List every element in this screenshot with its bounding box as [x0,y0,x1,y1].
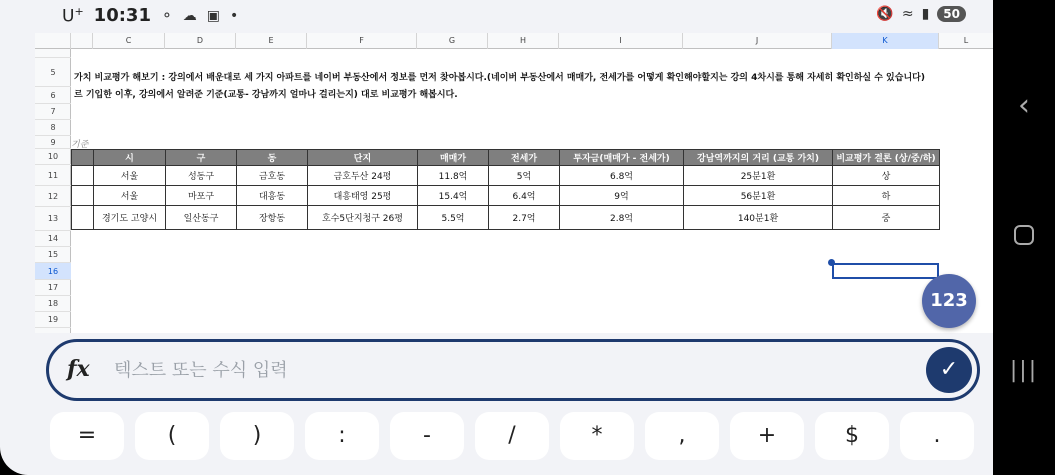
column-header-d[interactable]: D [165,33,236,49]
row-header-18[interactable]: 18 [35,296,71,312]
confirm-button[interactable] [926,347,972,393]
column-header-bar [35,33,993,49]
table-cell[interactable]: 2.7억 [489,206,560,230]
table-cell[interactable]: 장항동 [237,206,308,230]
header-blank[interactable] [72,150,94,166]
table-cell[interactable]: 일산동구 [166,206,237,230]
column-header-j[interactable]: J [683,33,832,49]
home-icon[interactable] [993,225,1055,249]
row-header-11[interactable]: 11 [35,165,71,186]
table-cell[interactable]: 9억 [560,186,684,206]
header-cell[interactable]: 강남역까지의 거리 (교통 가치) [684,150,833,166]
header-cell[interactable]: 시 [94,150,166,166]
column-header-e[interactable]: E [236,33,307,49]
key-open-paren[interactable]: ( [135,412,209,460]
formula-key-row [50,412,978,460]
battery-level: 50 [937,6,966,22]
table-cell[interactable]: 25분1환 [684,166,833,186]
row-header-12[interactable]: 12 [35,186,71,207]
header-cell[interactable]: 단지 [308,150,418,166]
dot-icon: • [229,7,239,24]
table-cell[interactable]: 6.8억 [560,166,684,186]
table-header-row [72,150,940,166]
row-header-10[interactable]: 10 [35,149,71,165]
fx-icon: fx [67,356,90,382]
table-cell[interactable]: 15.4억 [418,186,489,206]
numeric-keyboard-toggle-button[interactable]: 123 [922,274,976,328]
cell-area[interactable] [71,49,993,333]
table-cell[interactable]: 금호동 [237,166,308,186]
column-header-f[interactable]: F [307,33,417,49]
spreadsheet-grid[interactable] [35,33,993,333]
row-header-7[interactable]: 7 [35,104,71,120]
table-cell[interactable]: 5억 [489,166,560,186]
key-plus[interactable]: + [730,412,804,460]
row-header-16[interactable]: 16 [35,263,71,280]
key-comma[interactable]: , [645,412,719,460]
table-cell[interactable] [72,206,94,230]
row-header-13[interactable]: 13 [35,207,71,231]
row-header-19[interactable]: 19 [35,312,71,328]
row-header-17[interactable]: 17 [35,280,71,296]
header-cell[interactable]: 비교평가 결론 (상/중/하) [833,150,940,166]
data-table [71,149,940,230]
table-cell[interactable] [72,166,94,186]
column-header-g[interactable]: G [417,33,488,49]
table-cell[interactable]: 서울 [94,186,166,206]
carrier-label: U+ [62,5,84,27]
table-cell[interactable]: 금호두산 24평 [308,166,418,186]
table-row [72,166,940,186]
corner-cell[interactable] [35,33,71,49]
row-header-8[interactable]: 8 [35,120,71,136]
cell-row9-text[interactable]: 기준 [71,140,89,150]
row-header[interactable] [35,49,71,58]
screenshot-icon: ▣ [206,7,220,24]
selected-cell-k16[interactable] [832,263,939,279]
row-header-6[interactable]: 6 [35,87,71,104]
column-header-l[interactable]: L [963,36,969,45]
table-cell[interactable]: 서울 [94,166,166,186]
table-cell[interactable]: 경기도 고양시 [94,206,166,230]
row-header-bar [35,49,71,333]
key-period[interactable]: . [900,412,974,460]
column-header[interactable] [71,33,93,49]
table-cell[interactable]: 5.5억 [418,206,489,230]
cell-row5-text[interactable]: 가치 비교평가 해보기 : 강의에서 배운대로 세 가지 아파트를 네이버 부동산에서 정보를 먼저 찾아봅시다.(네이버 부동산에서 매매가, 전세가를 어떻게 확인해야할지는 강의 4차시를 통해 자세히 확인하실 수 있습니다) [74,73,925,83]
table-cell[interactable]: 마포구 [166,186,237,206]
formula-input[interactable] [114,357,894,383]
navigation-bar [993,0,1055,475]
table-cell[interactable]: 대흥동 [237,186,308,206]
row-header-5[interactable]: 5 [35,58,71,87]
table-cell[interactable]: 56분1환 [684,186,833,206]
row-header-14[interactable]: 14 [35,231,71,247]
table-row [72,186,940,206]
column-header-i[interactable]: I [559,33,683,49]
mute-icon: 🔇 [876,6,894,22]
table-cell[interactable]: 상 [833,166,940,186]
table-cell[interactable]: 140분1환 [684,206,833,230]
header-cell[interactable]: 매매가 [418,150,489,166]
header-cell[interactable]: 구 [166,150,237,166]
table-cell[interactable]: 하 [833,186,940,206]
table-cell[interactable]: 호수5단지청구 26평 [308,206,418,230]
header-cell[interactable]: 동 [237,150,308,166]
column-header-k[interactable]: K [832,33,939,49]
check-icon: ✓ [939,357,959,382]
signal-icon: ▮ [921,6,930,22]
column-header-c[interactable]: C [93,33,165,49]
status-bar [0,0,993,33]
column-header-h[interactable]: H [488,33,559,49]
key-asterisk[interactable]: * [560,412,634,460]
header-cell[interactable]: 전세가 [489,150,560,166]
table-cell[interactable]: 중 [833,206,940,230]
key-equals[interactable]: = [50,412,124,460]
cloud-icon: ☁ [182,7,197,24]
key-dollar[interactable]: $ [815,412,889,460]
formula-bar [46,339,980,401]
key-slash[interactable]: / [475,412,549,460]
row-header-15[interactable]: 15 [35,247,71,263]
table-row [72,206,940,230]
table-cell[interactable] [72,186,94,206]
cell-row6-text[interactable]: 르 기입한 이후, 강의에서 알려준 기준(교통- 강남까지 얼마나 걸리는지) 대로 비교평가 해봅시다. [74,90,458,100]
table-cell[interactable]: 2.8억 [560,206,684,230]
notification-icon: ⚬ [160,7,173,24]
table-cell[interactable]: 성동구 [166,166,237,186]
table-cell[interactable]: 6.4억 [489,186,560,206]
key-minus[interactable]: - [390,412,464,460]
key-colon[interactable]: : [305,412,379,460]
back-icon[interactable]: ‹ [1018,88,1030,123]
table-cell[interactable]: 11.8억 [418,166,489,186]
row-header-9[interactable]: 9 [35,136,71,149]
recents-icon[interactable]: ||| [1009,358,1039,383]
key-close-paren[interactable]: ) [220,412,294,460]
wifi-icon: ≈ [901,6,914,22]
clock: 10:31 [93,5,151,27]
table-cell[interactable]: 대흥태영 25평 [308,186,418,206]
header-cell[interactable]: 투자금(매매가 - 전세가) [560,150,684,166]
